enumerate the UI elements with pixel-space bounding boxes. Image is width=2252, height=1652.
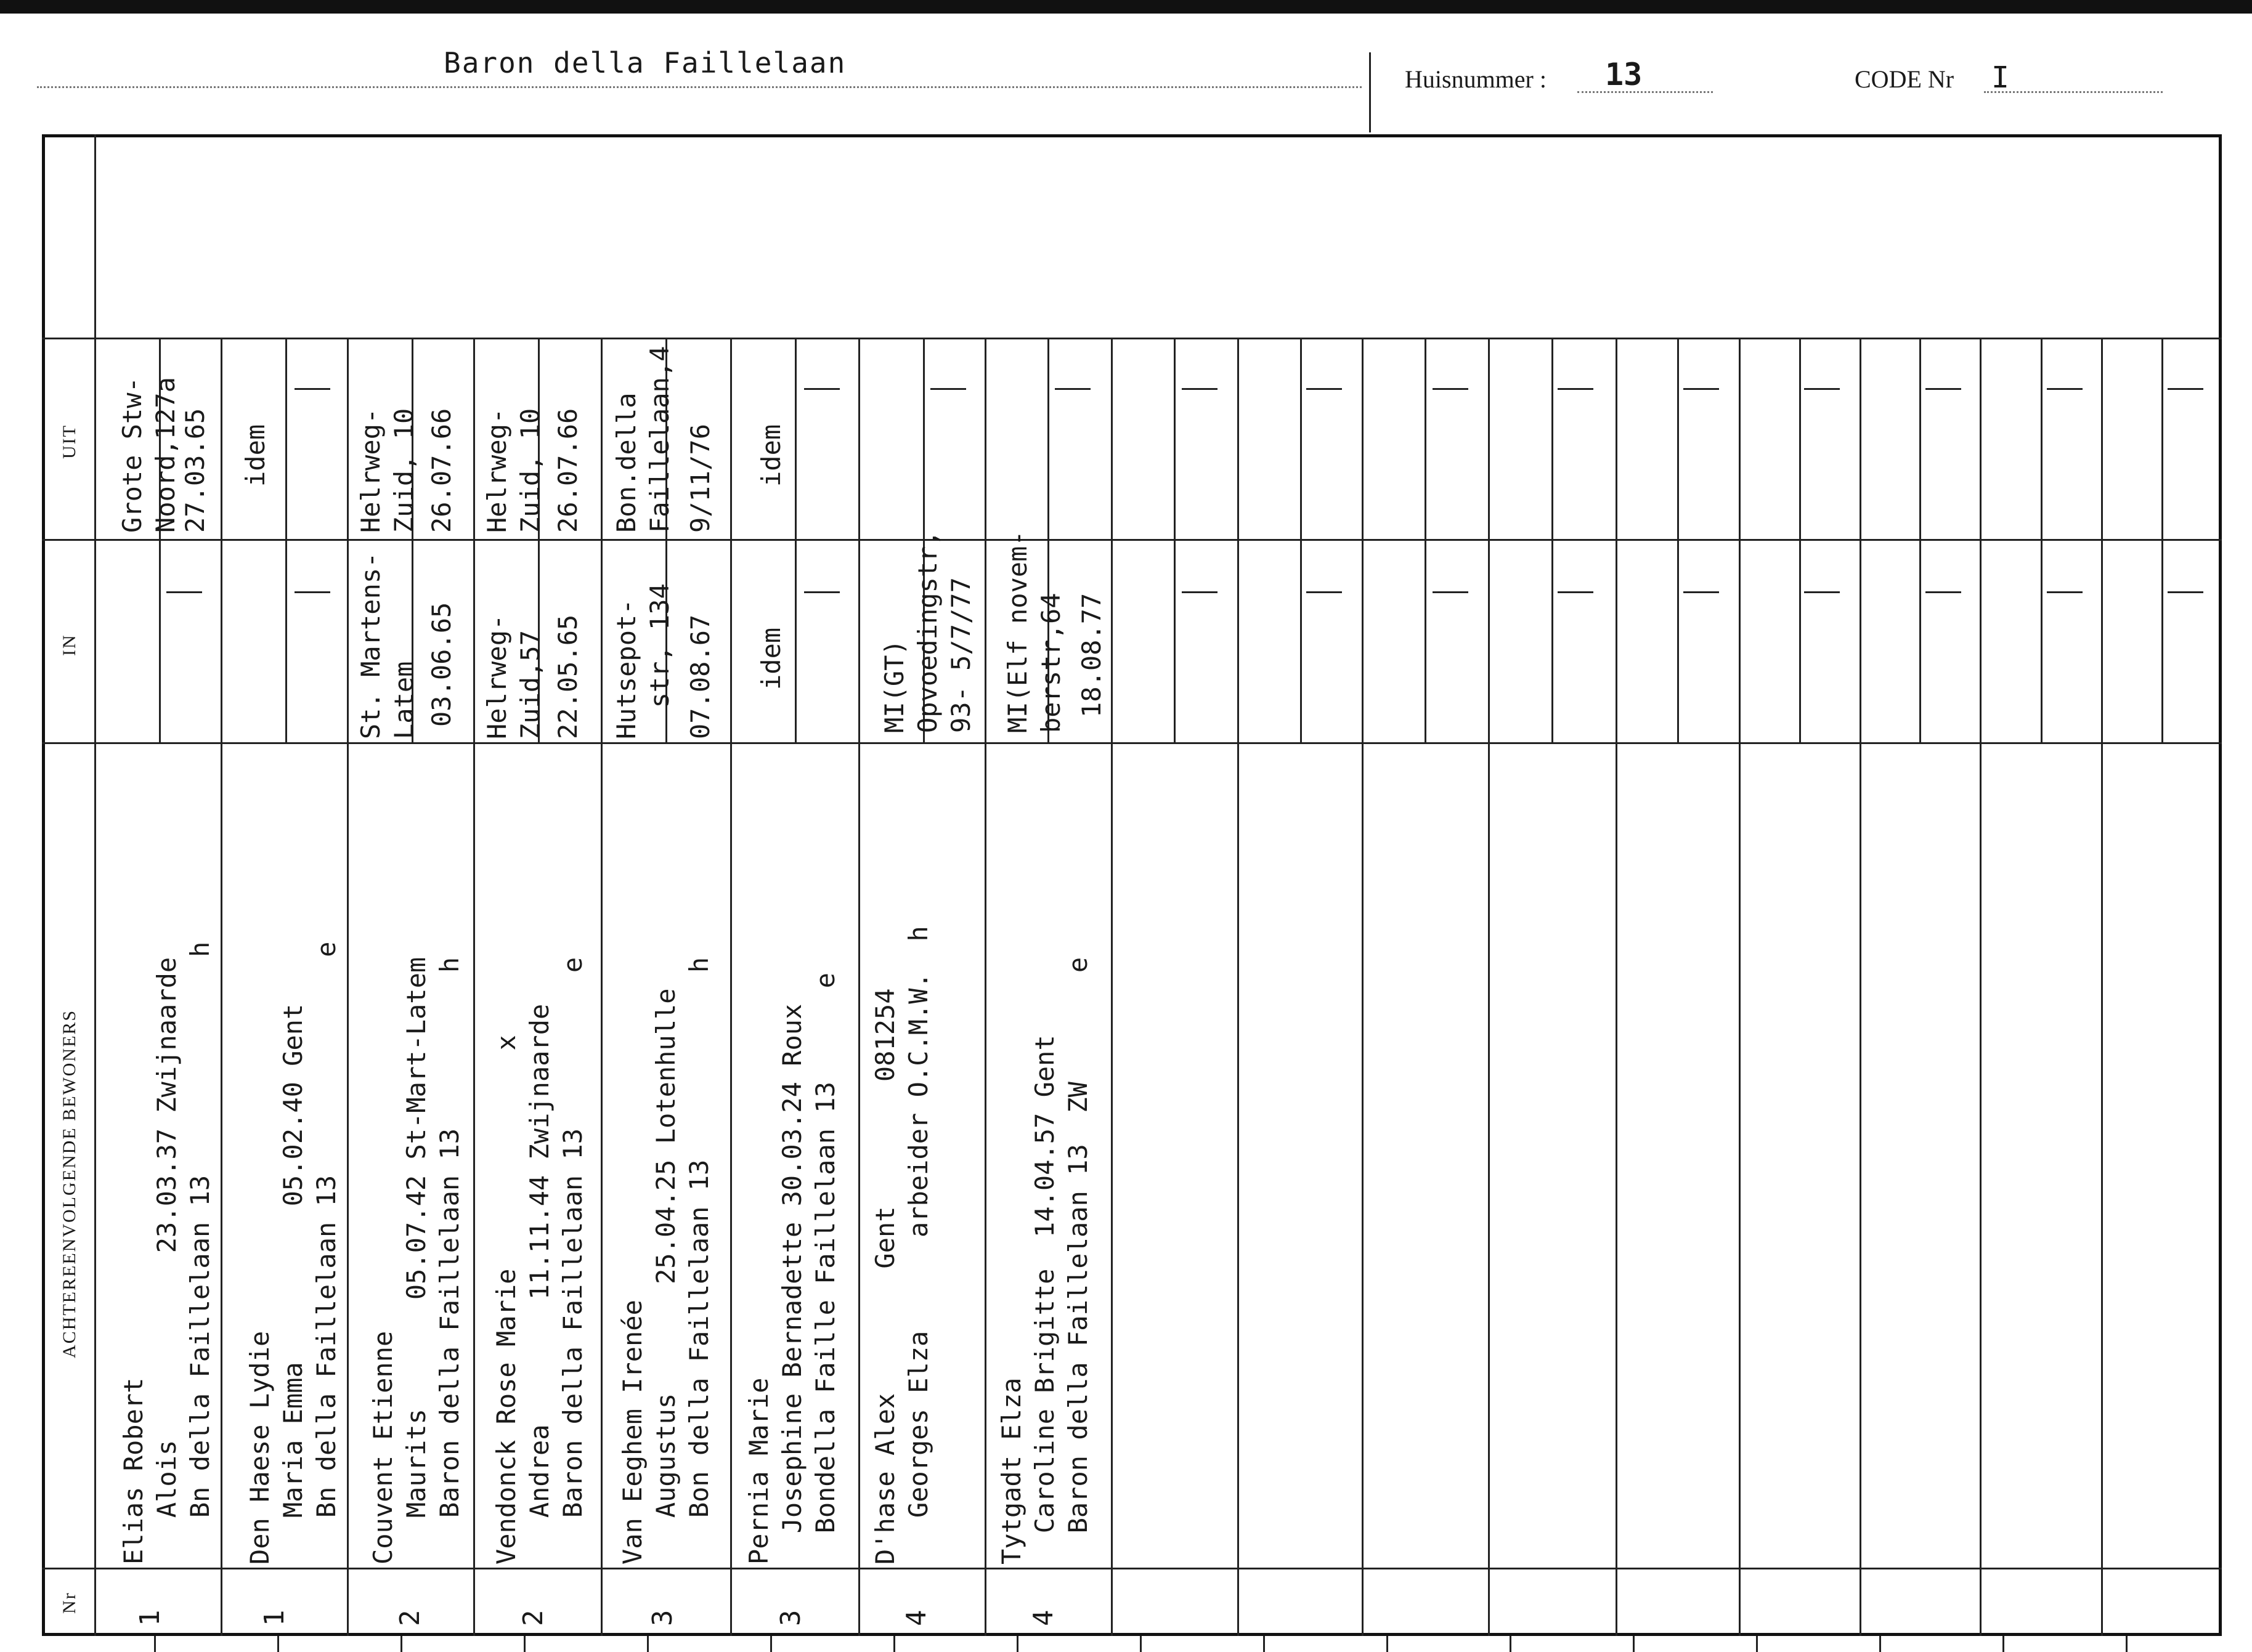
huisnummer-label: Huisnummer : — [1405, 65, 1547, 93]
label-column-line — [94, 134, 96, 1636]
in-bewoners-line — [42, 742, 2222, 744]
sub-column-line — [1174, 338, 1176, 742]
empty-dash — [804, 591, 840, 593]
sub-column-line — [1677, 338, 1679, 742]
sub-column-line — [1551, 338, 1553, 742]
code-dotted-line — [1984, 91, 2163, 93]
bottom-tick — [400, 1636, 402, 1652]
sub-column-line — [1300, 338, 1302, 742]
entry-nr: 2 — [394, 1609, 426, 1626]
bewoners-label: ACHTEREENVOLGENDE BEWONERS — [59, 1009, 79, 1358]
column-line — [1488, 338, 1490, 1636]
column-line — [601, 338, 603, 1636]
nr-label: Nr — [59, 1592, 79, 1614]
uit-date: 26.07.66 — [553, 408, 583, 533]
bottom-tick — [154, 1636, 156, 1652]
sub-column-line — [1919, 338, 1921, 742]
empty-dash — [1683, 591, 1719, 593]
entry-nr: 1 — [259, 1609, 290, 1626]
huisnummer-dotted-line — [1577, 91, 1713, 93]
uit-date: 9/11/76 — [685, 423, 715, 533]
sub-column-line — [2161, 338, 2163, 742]
bottom-tick — [647, 1636, 649, 1652]
empty-dash — [1558, 591, 1593, 593]
empty-dash — [1804, 591, 1840, 593]
empty-dash — [1306, 388, 1342, 390]
bewoner-entry: D'hase Alex Gent 081254 Georges Elza arbeider O.C.M.W. h — [870, 926, 933, 1565]
sub-column-line — [795, 338, 797, 742]
empty-dash — [2047, 388, 2083, 390]
column-line — [1739, 338, 1741, 1636]
bottom-tick — [1017, 1636, 1018, 1652]
bottom-tick — [1879, 1636, 1881, 1652]
empty-dash — [1306, 591, 1342, 593]
empty-dash — [295, 591, 330, 593]
entry-nr: 3 — [647, 1609, 678, 1626]
entry-nr: 4 — [901, 1609, 932, 1626]
empty-dash — [1925, 591, 1961, 593]
bottom-tick — [770, 1636, 772, 1652]
bottom-tick — [2126, 1636, 2128, 1652]
entry-nr: 3 — [775, 1609, 807, 1626]
bewoner-entry: Den Haese Lydie Maria Emma 05.02.40 Gent Bn della Faillelaan 13 e — [245, 941, 341, 1565]
in-place: MI(Elf novem- berstr,64 — [1002, 530, 1066, 733]
empty-dash — [1925, 388, 1961, 390]
empty-dash — [166, 591, 202, 593]
in-place: Helrweg- Zuid,57 — [482, 614, 545, 739]
column-line — [730, 338, 732, 1636]
empty-dash — [1433, 591, 1468, 593]
uit-date: 26.07.66 — [426, 408, 457, 533]
bottom-tick — [1140, 1636, 1142, 1652]
bewoner-entry: Tytgadt Elza Caroline Brigitte 14.04.57 Gent Baron della Faillelaan 13 ZW e — [996, 957, 1093, 1565]
bewoner-entry: Elias Robert Alois 23.03.37 Zwijnaarde Bn della Faillelaan 13 h — [118, 941, 215, 1565]
bottom-tick — [277, 1636, 279, 1652]
sub-column-line — [2041, 338, 2043, 742]
empty-dash — [1683, 388, 1719, 390]
column-line — [1237, 338, 1239, 1636]
uit-top-line — [42, 338, 2222, 339]
street-name: Baron della Faillelaan — [444, 46, 847, 79]
in-date: 07.08.67 — [685, 614, 715, 739]
in-place: Hutsepot- str, 134 — [611, 583, 675, 739]
uit-date: 27.03.65 — [180, 408, 210, 533]
column-line — [858, 338, 860, 1636]
bottom-tick — [1386, 1636, 1388, 1652]
empty-dash — [1182, 591, 1217, 593]
column-line — [1980, 338, 1982, 1636]
column-line — [2101, 338, 2103, 1636]
uit-place: Bon.della Faillelaan,4 — [611, 346, 675, 533]
bottom-tick — [2002, 1636, 2004, 1652]
empty-dash — [1182, 388, 1217, 390]
uit-in-line — [42, 539, 2222, 541]
code-value: I — [1991, 60, 2009, 95]
empty-dash — [1055, 388, 1091, 390]
huisnummer-value: 13 — [1605, 57, 1643, 92]
sub-column-line — [1425, 338, 1426, 742]
bewoners-nr-line — [42, 1568, 2222, 1569]
column-line — [985, 338, 986, 1636]
uit-place: Helrweg- Zuid, 10 — [356, 408, 419, 533]
uit-place: idem — [756, 424, 786, 487]
empty-dash — [2168, 388, 2203, 390]
column-line — [1362, 338, 1364, 1636]
bottom-tick — [1263, 1636, 1265, 1652]
empty-dash — [1804, 388, 1840, 390]
header-divider — [1369, 52, 1371, 132]
empty-dash — [804, 388, 840, 390]
bewoner-entry: Couvent Etienne Maurits 05.07.42 St-Mart-Latem Baron della Faillelaan 13 h — [368, 957, 465, 1565]
in-place: St. Martens- Latem — [356, 552, 419, 739]
column-line — [473, 338, 475, 1636]
in-date: 22.05.65 — [553, 614, 583, 739]
in-date: 18.08.77 — [1076, 593, 1107, 718]
street-dotted-line — [37, 86, 1362, 88]
empty-dash — [930, 388, 966, 390]
bewoner-entry: Van Eeghem Irenée Augustus 25.04.25 Lotenhulle Bon della Faillelaan 13 h — [617, 957, 714, 1565]
sub-column-line — [1799, 338, 1801, 742]
top-edge-band — [0, 0, 2252, 14]
column-line — [1860, 338, 1861, 1636]
empty-dash — [2168, 591, 2203, 593]
entry-nr: 1 — [134, 1609, 166, 1626]
bottom-tick — [1510, 1636, 1511, 1652]
bottom-tick — [1756, 1636, 1758, 1652]
sub-column-line — [285, 338, 287, 742]
empty-dash — [1558, 388, 1593, 390]
uit-place: idem — [240, 424, 270, 487]
in-place: MI(GT) Opvoedingstr, 93- 5/7/77 — [879, 530, 976, 733]
column-line — [221, 338, 222, 1636]
uit-place: Grote Stw- Noord,127a — [117, 377, 181, 533]
uit-place: Helrweg- Zuid, 10 — [482, 408, 545, 533]
in-place: idem — [756, 627, 786, 690]
bottom-tick — [524, 1636, 526, 1652]
entry-nr: 4 — [1028, 1609, 1059, 1626]
uit-label: UIT — [59, 424, 79, 459]
empty-dash — [1433, 388, 1468, 390]
empty-dash — [295, 388, 330, 390]
column-line — [1111, 338, 1113, 1636]
code-label: CODE Nr — [1855, 65, 1954, 93]
bewoner-entry: Vendonck Rose Marie x Andrea 11.11.44 Zwijnaarde Baron della Faillelaan 13 e — [491, 957, 588, 1565]
bottom-tick — [893, 1636, 895, 1652]
empty-dash — [2047, 591, 2083, 593]
column-line — [1616, 338, 1617, 1636]
bewoner-entry: Pernia Marie Josephine Bernadette 30.03.24 Roux Bondella Faille Faillelaan 13 e — [744, 973, 840, 1565]
column-line — [347, 338, 349, 1636]
in-label: IN — [59, 634, 79, 656]
in-date: 03.06.65 — [426, 602, 457, 727]
entry-nr: 2 — [518, 1609, 549, 1626]
bottom-tick — [1633, 1636, 1635, 1652]
